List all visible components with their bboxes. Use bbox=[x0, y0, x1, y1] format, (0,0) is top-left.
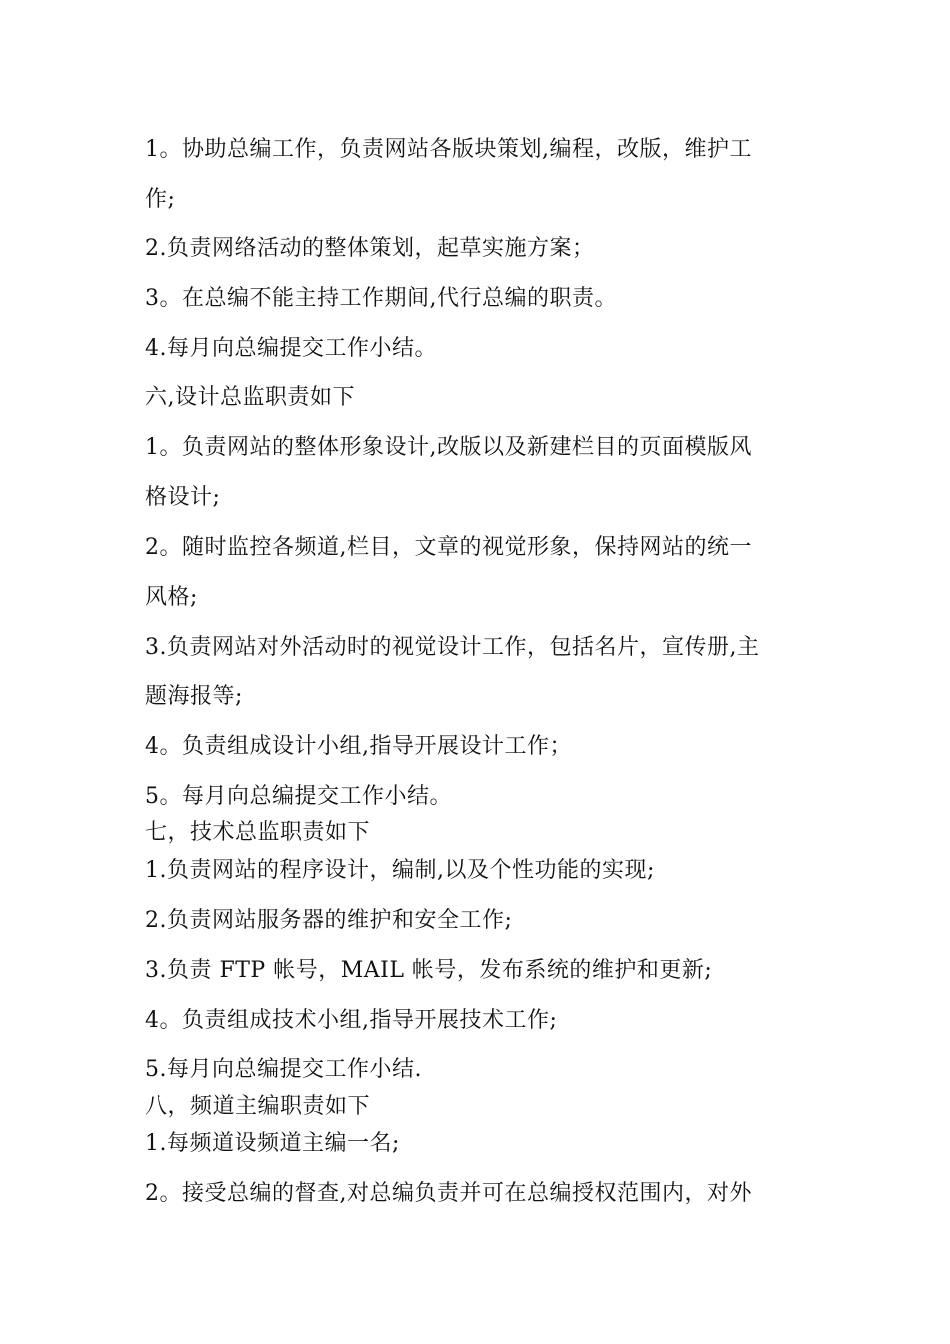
section-heading: 八，频道主编职责如下 bbox=[145, 1094, 371, 1119]
section-heading: 七，技术总监职责如下 bbox=[145, 820, 371, 845]
text-line: 题海报等; bbox=[145, 684, 243, 709]
text-line: 格设计; bbox=[145, 485, 221, 510]
text-line: 风格; bbox=[145, 585, 198, 610]
text-line: 1.负责网站的程序设计，编制,以及个性功能的实现; bbox=[145, 858, 655, 883]
text-line: 作; bbox=[145, 187, 176, 212]
text-line: 2。随时监控各频道,栏目，文章的视觉形象，保持网站的统一 bbox=[145, 535, 752, 560]
text-line: 4.每月向总编提交工作小结。 bbox=[145, 336, 437, 361]
text-line: 1.每频道设频道主编一名; bbox=[145, 1131, 400, 1156]
text-line: 3.负责 FTP 帐号，MAIL 帐号，发布系统的维护和更新; bbox=[145, 958, 713, 983]
text-line: 4。负责组成设计小组,指导开展设计工作； bbox=[145, 734, 572, 759]
text-line: 3。在总编不能主持工作期间,代行总编的职责。 bbox=[145, 286, 617, 311]
text-line: 5。每月向总编提交工作小结。 bbox=[145, 784, 452, 809]
text-line: 2.负责网站服务器的维护和安全工作; bbox=[145, 908, 513, 933]
section-heading: 六,设计总监职责如下 bbox=[145, 385, 355, 410]
text-line: 2。接受总编的督查,对总编负责并可在总编授权范围内，对外 bbox=[145, 1181, 752, 1206]
text-line: 3.负责网站对外活动时的视觉设计工作，包括名片，宣传册,主 bbox=[145, 635, 760, 660]
text-line: 2.负责网络活动的整体策划，起草实施方案； bbox=[145, 236, 595, 261]
text-line: 5.每月向总编提交工作小结. bbox=[145, 1057, 422, 1082]
text-line: 1。负责网站的整体形象设计,改版以及新建栏目的页面模版风 bbox=[145, 435, 752, 460]
text-line: 1。协助总编工作，负责网站各版块策划,编程，改版，维护工 bbox=[145, 137, 752, 162]
text-line: 4。负责组成技术小组,指导开展技术工作; bbox=[145, 1008, 558, 1033]
